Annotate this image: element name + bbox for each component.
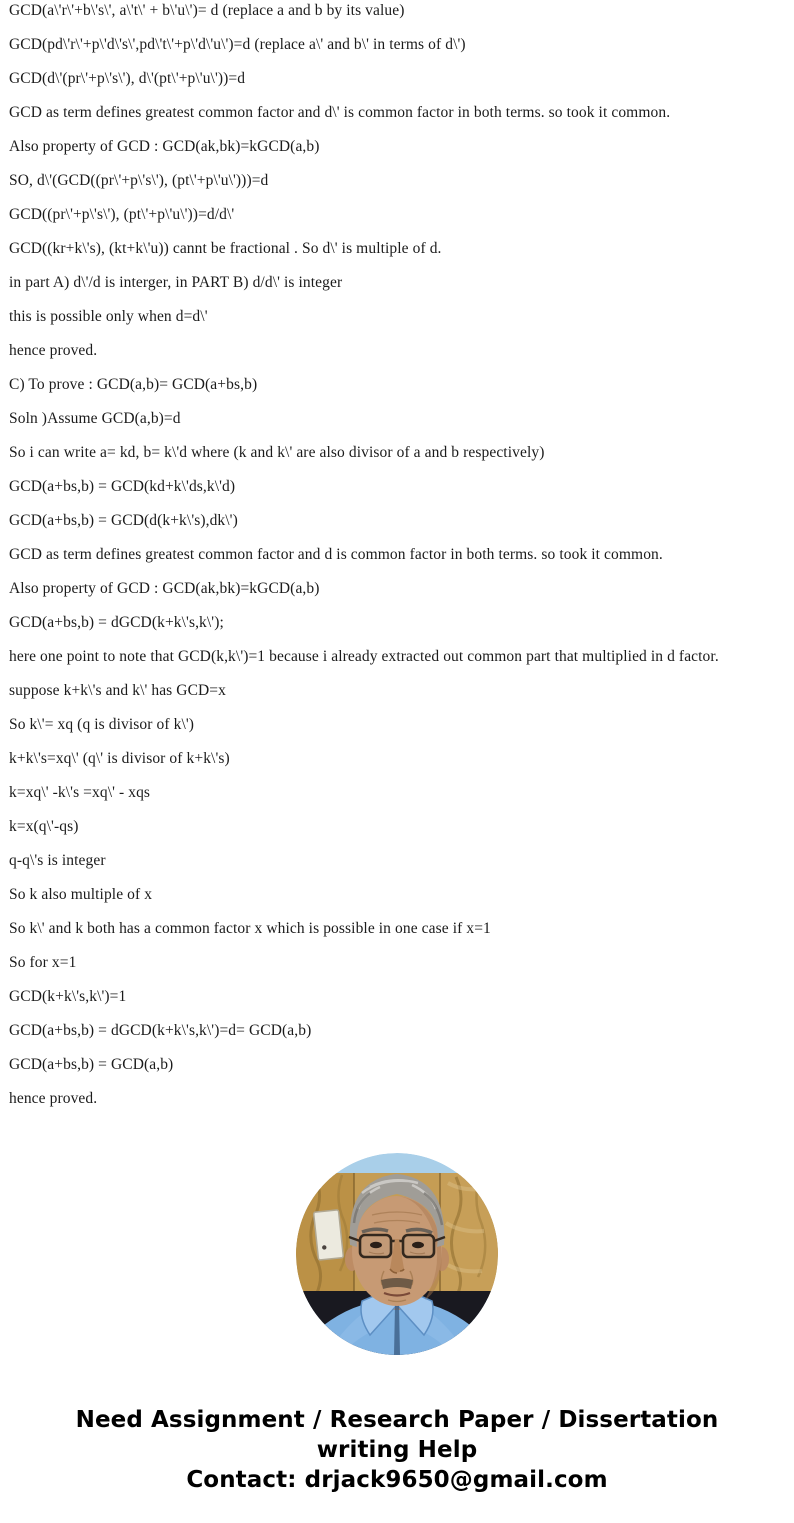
text-line: So for x=1 xyxy=(9,954,77,971)
text-line: GCD(pd\'r\'+p\'d\'s\',pd\'t\'+p\'d\'u\')=d (replace a\' and b\' in terms of d\') xyxy=(9,36,466,53)
text-line: C) To prove : GCD(a,b)= GCD(a+bs,b) xyxy=(9,376,258,393)
text-line: q-q\'s is integer xyxy=(9,852,106,869)
text-line: So k also multiple of x xyxy=(9,886,153,903)
text-line: GCD(k+k\'s,k\')=1 xyxy=(9,988,127,1005)
text-line: GCD(a\'r\'+b\'s\', a\'t\' + b\'u\')= d (replace a and b by its value) xyxy=(9,2,405,19)
text-line: Soln )Assume GCD(a,b)=d xyxy=(9,410,181,427)
text-line: SO, d\'(GCD((pr\'+p\'s\'), (pt\'+p\'u\')))=d xyxy=(9,172,269,189)
text-line: k+k\'s=xq\' (q\' is divisor of k+k\'s) xyxy=(9,750,230,767)
text-line: GCD(d\'(pr\'+p\'s\'), d\'(pt\'+p\'u\'))=d xyxy=(9,70,246,87)
text-line: GCD(a+bs,b) = GCD(d(k+k\'s),dk\') xyxy=(9,512,238,529)
text-line: this is possible only when d=d\' xyxy=(9,308,208,325)
text-line: GCD((pr\'+p\'s\'), (pt\'+p\'u\'))=d/d\' xyxy=(9,206,235,223)
text-line: GCD as term defines greatest common factor and d\' is common factor in both terms. so took it common. xyxy=(9,104,671,121)
text-line: here one point to note that GCD(k,k\')=1 because i already extracted out common part that multiplied in d factor. xyxy=(9,648,719,665)
text-line: So i can write a= kd, b= k\'d where (k and k\' are also divisor of a and b respectively) xyxy=(9,444,545,461)
text-line: k=xq\' -k\'s =xq\' - xqs xyxy=(9,784,151,801)
text-line: GCD(a+bs,b) = GCD(a,b) xyxy=(9,1056,174,1073)
text-line: So k\'= xq (q is divisor of k\') xyxy=(9,716,195,733)
text-line: GCD(a+bs,b) = GCD(kd+k\'ds,k\'d) xyxy=(9,478,236,495)
avatar[interactable] xyxy=(296,1153,498,1355)
text-line: GCD((kr+k\'s), (kt+k\'u)) cannt be fractional . So d\' is multiple of d. xyxy=(9,240,442,257)
text-line: k=x(q\'-qs) xyxy=(9,818,79,835)
text-line: suppose k+k\'s and k\' has GCD=x xyxy=(9,682,226,699)
text-line: GCD(a+bs,b) = dGCD(k+k\'s,k\'); xyxy=(9,614,224,631)
text-line: GCD as term defines greatest common factor and d is common factor in both terms. so took it common. xyxy=(9,546,663,563)
text-line: hence proved. xyxy=(9,342,98,359)
text-line: GCD(a+bs,b) = dGCD(k+k\'s,k\')=d= GCD(a,b) xyxy=(9,1022,312,1039)
avatar-photo-icon xyxy=(296,1153,498,1355)
text-line: hence proved. xyxy=(9,1090,98,1107)
help-heading-line1: Need Assignment / Research Paper / Dissertation xyxy=(75,1407,719,1433)
text-line: Also property of GCD : GCD(ak,bk)=kGCD(a,b) xyxy=(9,580,320,597)
contact-line: Contact: drjack9650@gmail.com xyxy=(186,1467,608,1493)
help-heading-line2: writing Help xyxy=(316,1437,478,1463)
text-line: Also property of GCD : GCD(ak,bk)=kGCD(a,b) xyxy=(9,138,320,155)
footer-banner xyxy=(0,1405,794,1495)
text-line: So k\' and k both has a common factor x which is possible in one case if x=1 xyxy=(9,920,491,937)
text-line: in part A) d\'/d is interger, in PART B) d/d\' is integer xyxy=(9,274,343,291)
